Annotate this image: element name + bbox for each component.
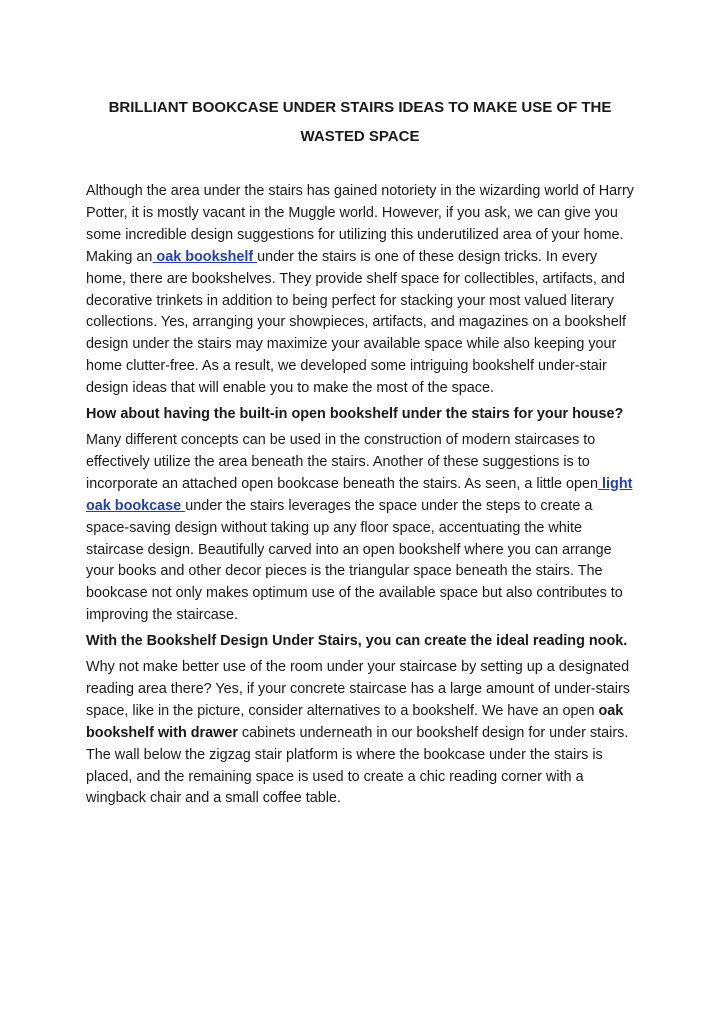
reading-nook-paragraph [86,657,634,810]
article-title: BRILLIANT BOOKCASE UNDER STAIRS IDEAS TO MAKE USE OF THE WASTED SPACE [108,99,612,145]
intro-text-after: under the stairs is one of these design tricks. In every home, there are bookshelves. They provide shelf space for collectibles, artifacts, and decorative trinkets in addition to being perfect for stacking your most valued literary collections. Yes, arranging your showpieces, artifacts, and magazines on a bookshelf design under the stairs may maximize your available space while also keeping your home clutter-free. As a result, we developed some intriguing bookshelf under-stair design ideas that will enable you to make the most of the space. [86,248,626,397]
oak-bookshelf-link[interactable]: oak bookshelf [152,248,258,265]
light-oak-bookcase-link[interactable]: light oak bookcase [86,475,633,514]
open-bookshelf-paragraph [86,430,634,627]
section-heading-open-bookshelf: How about having the built-in open bookshelf under the stairs for your house? [86,406,624,423]
intro-paragraph [86,181,634,400]
oak-bookshelf-with-drawer-bold: oak bookshelf with drawer [86,702,624,741]
open-bookshelf-text-after: under the stairs leverages the space under the steps to create a space-saving design without taking up any floor space, accentuating the white staircase design. Beautifully carved into an open bookshelf where you can arrange your books and other decor pieces is the triangular space beneath the stairs. The bookcase not only makes optimum use of the available space but also contributes to improving the staircase. [86,497,623,624]
intro-text-before: Although the area under the stairs has gained notoriety in the wizarding world of Harry Potter, it is mostly vacant in the Muggle world. However, if you ask, we can give you some incredible design suggestions for utilizing this underutilized area of your home. Making an [86,183,634,265]
reading-nook-text-after: cabinets underneath in our bookshelf design for under stairs. The wall below the zigzag stair platform is where the bookcase under the stairs is placed, and the remaining space is used to create a chic reading corner with a wingback chair and a small coffee table. [86,724,629,807]
section-heading-reading-nook: With the Bookshelf Design Under Stairs, you can create the ideal reading nook. [86,633,628,650]
open-bookshelf-text-before: Many different concepts can be used in the construction of modern staircases to effectively utilize the area beneath the stairs. Another of these suggestions is to incorporate an attached open bookcase beneath the stairs. As seen, a little open [86,431,599,492]
reading-nook-text-before: Why not make better use of the room under your staircase by setting up a designated reading area there? Yes, if your concrete staircase has a large amount of under-stairs space, like in the picture, consider alternatives to a bookshelf. We have an open [86,659,630,719]
